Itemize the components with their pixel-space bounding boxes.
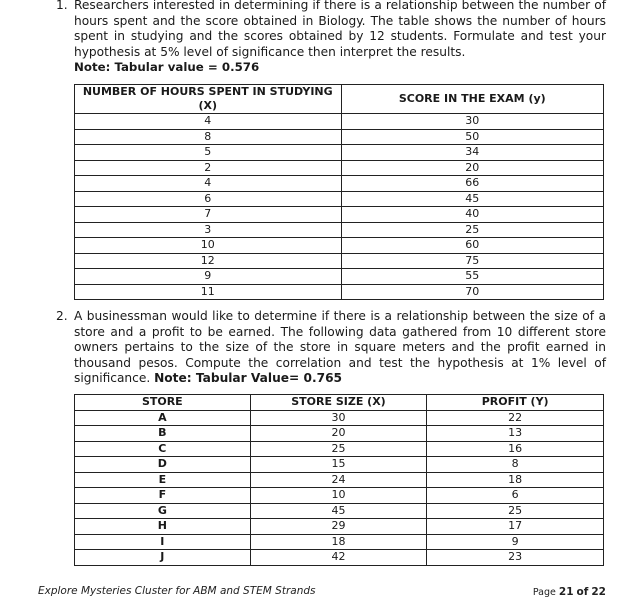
- table-cell: 6: [75, 191, 342, 207]
- table-row: [75, 129, 604, 145]
- table-row: [75, 503, 604, 519]
- table-row: [75, 284, 604, 300]
- table-cell: J: [75, 550, 251, 566]
- question-number: 2.: [56, 309, 68, 323]
- column-header: NUMBER OF HOURS SPENT IN STUDYING (X): [75, 85, 342, 114]
- table-row: [75, 457, 604, 473]
- table-cell: 25: [427, 503, 604, 519]
- table-cell: 10: [250, 488, 427, 504]
- column-header: STORE SIZE (X): [250, 395, 427, 411]
- table-cell: 12: [75, 253, 342, 269]
- store-profit-table: [74, 394, 604, 566]
- question-text: Researchers interested in determining if there is a relationship between the number of hours spent and the score obtained in Biology. The table shows the number of hours spent in studying and the scores obtained by 12 students. Formulate and test your hypothesis at 5% level of significance then interpret the results.: [74, 0, 606, 59]
- table-header-row: [75, 85, 604, 114]
- table-cell: 30: [250, 410, 427, 426]
- table-cell: 4: [75, 176, 342, 192]
- table-row: [75, 534, 604, 550]
- table-cell: 13: [427, 426, 604, 442]
- table-row: [75, 519, 604, 535]
- table-cell: 22: [427, 410, 604, 426]
- question-body: A businessman would like to determine if there is a relationship between the size of a store and a profit to be earned. The following data gathered from 10 different store owners pertains to the size of the store in square meters and the profit earned in thousand pesos. Compute the correlation and test the hypothesis at 1% level of significance.: [74, 309, 606, 385]
- table-cell: 11: [75, 284, 342, 300]
- table-row: [75, 145, 604, 161]
- page-of: of: [576, 586, 589, 598]
- table-row: [75, 114, 604, 130]
- table-cell: 6: [427, 488, 604, 504]
- table-cell: 60: [341, 238, 603, 254]
- table-cell: 8: [75, 129, 342, 145]
- table-row: [75, 550, 604, 566]
- table-cell: 10: [75, 238, 342, 254]
- table-cell: 55: [341, 269, 603, 285]
- question-2: [56, 309, 606, 387]
- table-cell: 30: [341, 114, 603, 130]
- column-header: PROFIT (Y): [427, 395, 604, 411]
- table-cell: B: [75, 426, 251, 442]
- table-cell: 9: [427, 534, 604, 550]
- page-prefix: Page: [532, 587, 556, 598]
- table-cell: 34: [341, 145, 603, 161]
- table-cell: 70: [341, 284, 603, 300]
- question-1: [56, 0, 606, 75]
- table-cell: H: [75, 519, 251, 535]
- table-cell: 42: [250, 550, 427, 566]
- table-cell: I: [75, 534, 251, 550]
- tabular-value-note: Note: Tabular value = 0.576: [74, 60, 260, 74]
- table-cell: 50: [341, 129, 603, 145]
- table-cell: 4: [75, 114, 342, 130]
- table-cell: 18: [427, 472, 604, 488]
- table-row: [75, 191, 604, 207]
- table-cell: 23: [427, 550, 604, 566]
- table-cell: 20: [341, 160, 603, 176]
- question-number: 1.: [56, 0, 68, 12]
- table-cell: 5: [75, 145, 342, 161]
- table-row: [75, 472, 604, 488]
- table-row: [75, 488, 604, 504]
- table-cell: 3: [75, 222, 342, 238]
- table-cell: 8: [427, 457, 604, 473]
- table-row: [75, 410, 604, 426]
- page-total: 22: [591, 586, 606, 598]
- footer-module-title: Explore Mysteries Cluster for ABM and STEM Strands: [38, 585, 316, 597]
- table-row: [75, 441, 604, 457]
- table-cell: 66: [341, 176, 603, 192]
- table-cell: 17: [427, 519, 604, 535]
- table-cell: G: [75, 503, 251, 519]
- table-cell: 40: [341, 207, 603, 223]
- table-row: [75, 269, 604, 285]
- column-header: SCORE IN THE EXAM (y): [341, 85, 603, 114]
- table-cell: 18: [250, 534, 427, 550]
- table-row: [75, 238, 604, 254]
- table-cell: 75: [341, 253, 603, 269]
- table-cell: 16: [427, 441, 604, 457]
- table-cell: 15: [250, 457, 427, 473]
- table-row: [75, 253, 604, 269]
- table-cell: A: [75, 410, 251, 426]
- table-cell: E: [75, 472, 251, 488]
- question-text: [74, 309, 606, 387]
- table-cell: D: [75, 457, 251, 473]
- table-cell: 20: [250, 426, 427, 442]
- table-cell: 7: [75, 207, 342, 223]
- table-cell: 24: [250, 472, 427, 488]
- column-header: STORE: [75, 395, 251, 411]
- table-cell: 25: [341, 222, 603, 238]
- table-row: [75, 222, 604, 238]
- table-cell: 9: [75, 269, 342, 285]
- table-header-row: [75, 395, 604, 411]
- table-row: [75, 160, 604, 176]
- page-number: [533, 586, 606, 598]
- hours-score-table: [74, 84, 604, 300]
- table-row: [75, 207, 604, 223]
- page-current: 21: [558, 586, 574, 598]
- table-cell: C: [75, 441, 251, 457]
- table-cell: 25: [250, 441, 427, 457]
- table-cell: 2: [75, 160, 342, 176]
- table-row: [75, 176, 604, 192]
- table-cell: 29: [250, 519, 427, 535]
- table-row: [75, 426, 604, 442]
- tabular-value-note: Note: Tabular Value= 0.765: [154, 371, 343, 385]
- table-cell: 45: [341, 191, 603, 207]
- table-cell: 45: [250, 503, 427, 519]
- table-cell: F: [75, 488, 251, 504]
